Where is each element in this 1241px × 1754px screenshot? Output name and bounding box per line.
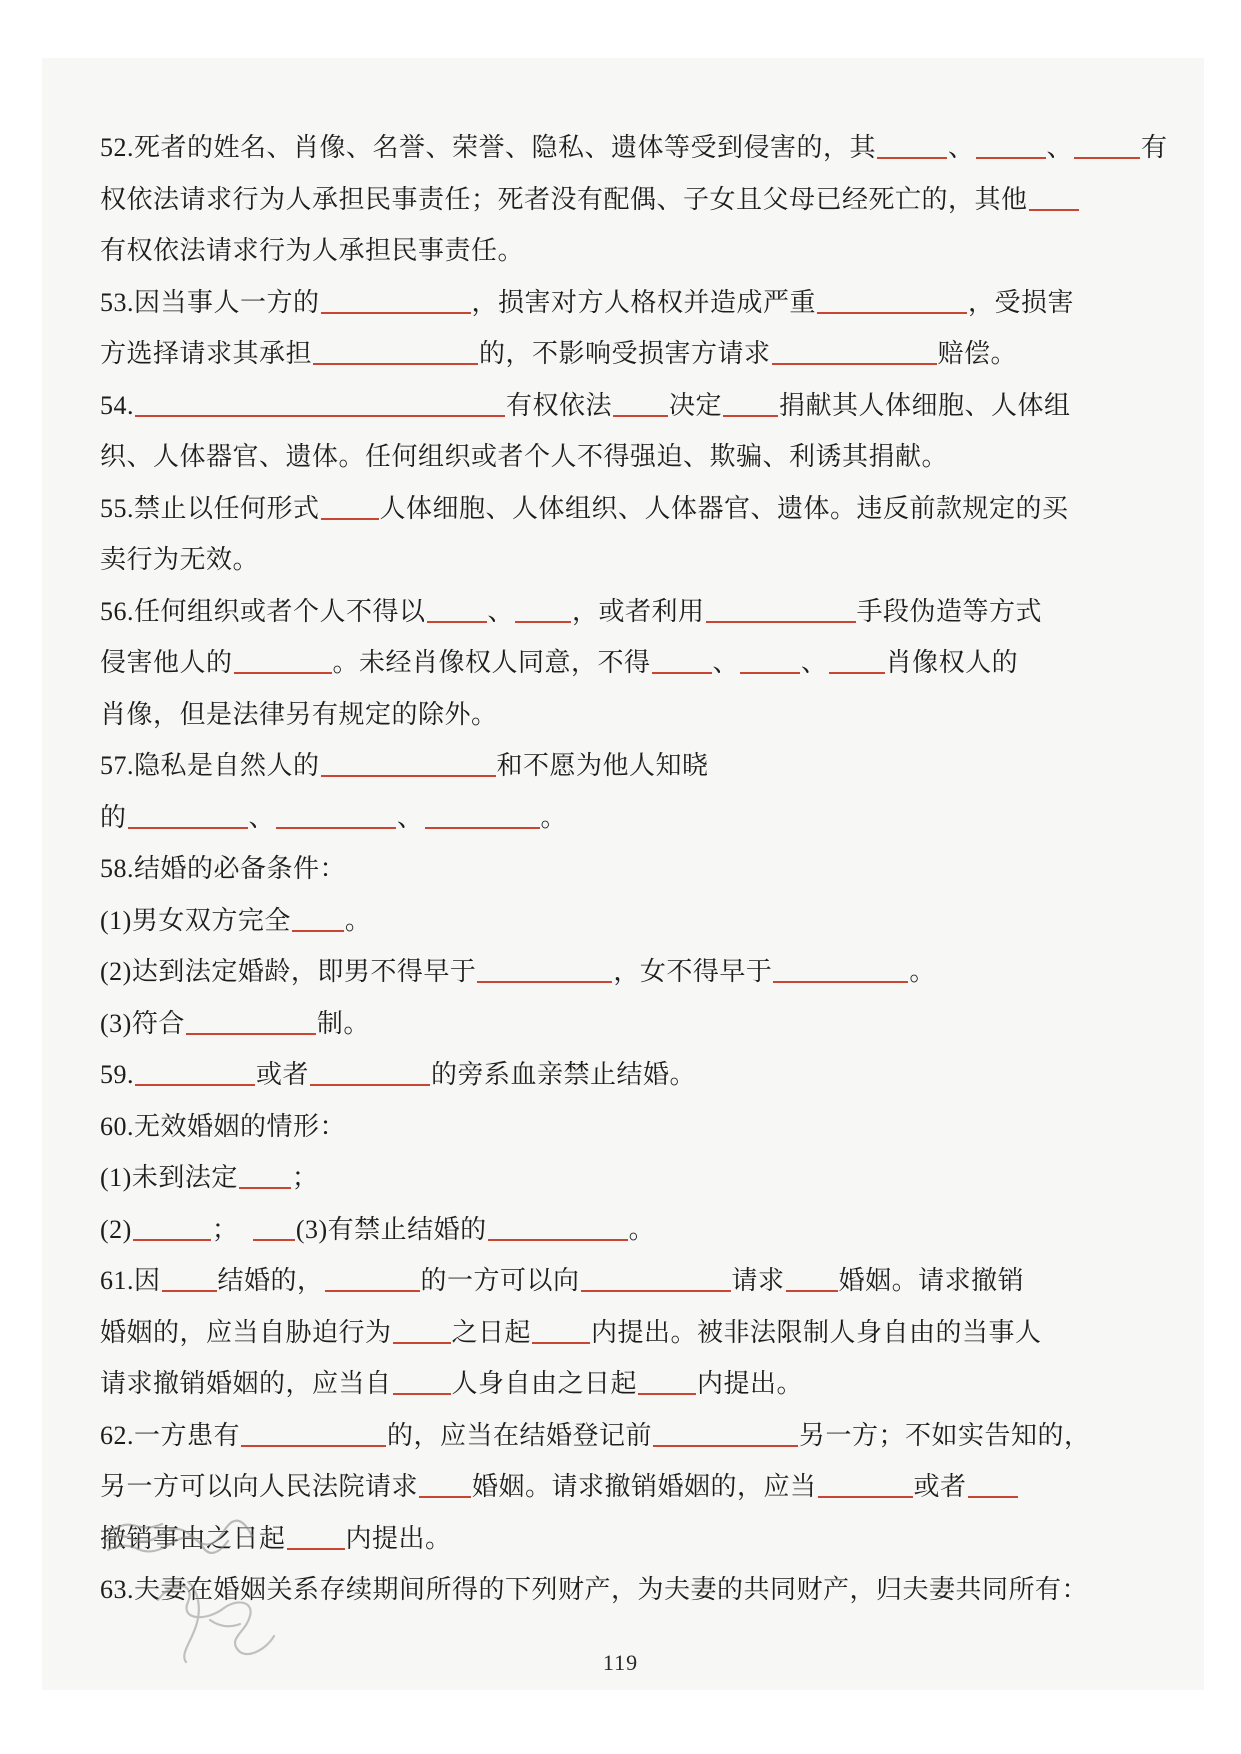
blank-underline [239,1187,291,1189]
text-run: 另一方；不如实告知的， [799,1421,1091,1450]
question-line-56 [100,689,498,741]
question-line-53 [100,277,1074,329]
text-run: 59. [100,1060,134,1089]
blank-underline [325,1290,420,1292]
question-line-62 [100,1461,1019,1513]
question-line-60 [100,1152,318,1204]
question-line-53 [100,328,1017,380]
blank-underline [310,1084,430,1086]
blank-underline [133,1239,211,1241]
question-line-54 [100,380,1071,432]
text-run: 56.任何组织或者个人不得以 [100,597,426,626]
text-run: 的，不影响受损害方请求 [479,339,771,368]
text-run: 、 [712,648,740,677]
text-run: 、 [487,597,515,626]
blank-underline [968,1496,1018,1498]
blank-underline [613,415,668,417]
text-run: 结婚的， [217,1266,324,1295]
question-line-60 [100,1204,655,1256]
text-run: 、 [948,133,975,162]
blank-underline [313,363,478,365]
text-run: 捐献其人体细胞、人体组 [779,391,1071,420]
blank-underline [818,1496,913,1498]
question-line-54 [100,431,948,483]
blank-underline [723,415,778,417]
question-line-52 [100,122,1168,174]
question-line-61 [100,1307,1042,1359]
text-run: ，女不得早于 [613,957,773,986]
question-line-59 [100,1049,696,1101]
question-line-55 [100,534,259,586]
question-line-62 [100,1513,452,1565]
text-run: (2)达到法定婚龄，即男不得早于 [100,957,477,986]
question-line-55 [100,483,1069,535]
question-line-58 [100,843,346,895]
question-line-58 [100,998,370,1050]
question-line-61 [100,1358,803,1410]
question-line-62 [100,1410,1091,1462]
blank-underline [976,157,1046,159]
text-run: 有权依法 [506,391,613,420]
blank-underline [829,672,885,674]
blank-underline [292,930,344,932]
text-run: 的，应当在结婚登记前 [387,1421,653,1450]
text-run: 63.夫妻在婚姻关系存续期间所得的下列财产，为夫妻的共同财产，归夫妻共同所有： [100,1575,1089,1604]
text-run: ，受损害 [968,288,1075,317]
text-run: 54. [100,391,134,420]
blank-underline [638,1393,696,1395]
blank-underline [653,1445,798,1447]
question-line-61 [100,1255,1024,1307]
blank-underline [287,1548,345,1550]
blank-underline [877,157,947,159]
text-run: ； [211,1215,252,1244]
text-run: 62.一方患有 [100,1421,241,1450]
blank-underline [515,621,571,623]
question-line-56 [100,637,1018,689]
blank-underline [276,827,396,829]
text-run: 内提出。 [345,1524,452,1553]
question-line-52 [100,174,1080,226]
question-line-57 [100,740,709,792]
text-run: 内提出。 [697,1369,804,1398]
text-run: 婚姻。请求撤销婚姻的，应当 [472,1472,817,1501]
text-run: 或者 [913,1472,967,1501]
blank-underline [477,981,612,983]
text-run: 的旁系血亲禁止结婚。 [431,1060,697,1089]
text-run: (1)男女双方完全 [100,906,291,935]
blank-underline [425,827,540,829]
text-run: 。 [909,957,936,986]
blank-underline [321,518,379,520]
text-run: 肖像权人的 [885,648,1019,677]
question-line-58 [100,946,936,998]
text-run: 61.因 [100,1266,161,1295]
text-run: 60.无效婚姻的情形： [100,1112,347,1141]
blank-underline [321,312,471,314]
blank-underline [135,1084,255,1086]
blank-underline [393,1393,451,1395]
text-run: 请求 [731,1266,785,1295]
text-run: 、 [248,803,276,832]
text-run: 人身自由之日起 [451,1369,638,1398]
text-run: 。 [344,906,372,935]
text-run: 肖像，但是法律另有规定的除外。 [100,700,498,729]
blank-underline [393,1342,451,1344]
text-run: 另一方可以向人民法院请求 [100,1472,419,1501]
text-run: ，或者利用 [572,597,705,626]
text-run: 的 [100,803,127,832]
text-run: 55.禁止以任何形式 [100,494,320,523]
text-run: 57.隐私是自然人的 [100,751,320,780]
text-run: 方选择请求其承担 [100,339,313,368]
blank-underline [427,621,487,623]
text-run: 权依法请求行为人承担民事责任；死者没有配偶、子女且父母已经死亡的，其他 [100,185,1028,214]
text-run: 内提出。被非法限制人身自由的当事人 [591,1318,1042,1347]
text-run: 撤销事由之日起 [100,1524,286,1553]
text-run: (3)有禁止结婚的 [295,1215,487,1244]
blank-underline [162,1290,217,1292]
blank-underline [234,672,332,674]
text-run: (1)未到法定 [100,1163,238,1192]
text-run: ，损害对方人格权并造成严重 [471,288,817,317]
text-run: (3)符合 [100,1009,185,1038]
text-run: 58.结婚的必备条件： [100,854,347,883]
text-run: 赔偿。 [937,339,1018,368]
blank-underline [1074,157,1140,159]
question-line-63 [100,1564,1088,1616]
text-run: 之日起 [451,1318,532,1347]
blank-underline [419,1496,471,1498]
question-line-60 [100,1101,346,1153]
page-number: 119 [602,1650,639,1675]
text-run: 人体细胞、人体组织、人体器官、遗体。违反前款规定的买 [379,494,1069,523]
text-run: ； [291,1163,319,1192]
blank-underline [581,1290,731,1292]
question-line-57 [100,792,567,844]
text-run: 织、人体器官、遗体。任何组织或者个人不得强迫、欺骗、利诱其捐献。 [100,442,949,471]
blank-underline [135,415,505,417]
text-run: 卖行为无效。 [100,545,260,574]
blank-underline [321,775,496,777]
text-run: 。 [540,803,568,832]
text-run: 。未经肖像权人同意，不得 [332,648,651,677]
question-line-58 [100,895,371,947]
blank-underline [773,981,908,983]
text-run: 和不愿为他人知晓 [496,751,709,780]
blank-underline [740,672,800,674]
blank-underline [241,1445,386,1447]
text-run: 、 [801,648,828,677]
text-run: 或者 [256,1060,310,1089]
blank-underline [253,1239,295,1241]
text-run: 决定 [669,391,723,420]
text-run: 制。 [316,1009,370,1038]
text-run: 婚姻。请求撤销 [838,1266,1025,1295]
text-run: 的一方可以向 [420,1266,580,1295]
blank-underline [772,363,937,365]
blank-underline [652,672,712,674]
text-run: 、 [1046,133,1074,162]
text-run: 、 [397,803,424,832]
text-run: 有权依法请求行为人承担民事责任。 [100,236,525,265]
blank-underline [786,1290,838,1292]
text-run: 请求撤销婚姻的，应当自 [100,1369,392,1398]
blank-underline [817,312,967,314]
blank-underline [532,1342,590,1344]
text-run: 。 [628,1215,656,1244]
text-run: 侵害他人的 [100,648,233,677]
question-line-52 [100,225,524,277]
text-run: 手段伪造等方式 [856,597,1043,626]
blank-underline [488,1239,628,1241]
question-line-56 [100,586,1042,638]
blank-underline [186,1033,316,1035]
text-run: 婚姻的，应当自胁迫行为 [100,1318,392,1347]
text-run: 53.因当事人一方的 [100,288,320,317]
text-run: 52.死者的姓名、肖像、名誉、荣誉、隐私、遗体等受到侵害的，其 [100,133,877,162]
blank-underline [1029,209,1079,211]
text-run: (2) [100,1215,132,1244]
text-run: 有 [1141,133,1168,162]
blank-underline [706,621,856,623]
blank-underline [128,827,248,829]
